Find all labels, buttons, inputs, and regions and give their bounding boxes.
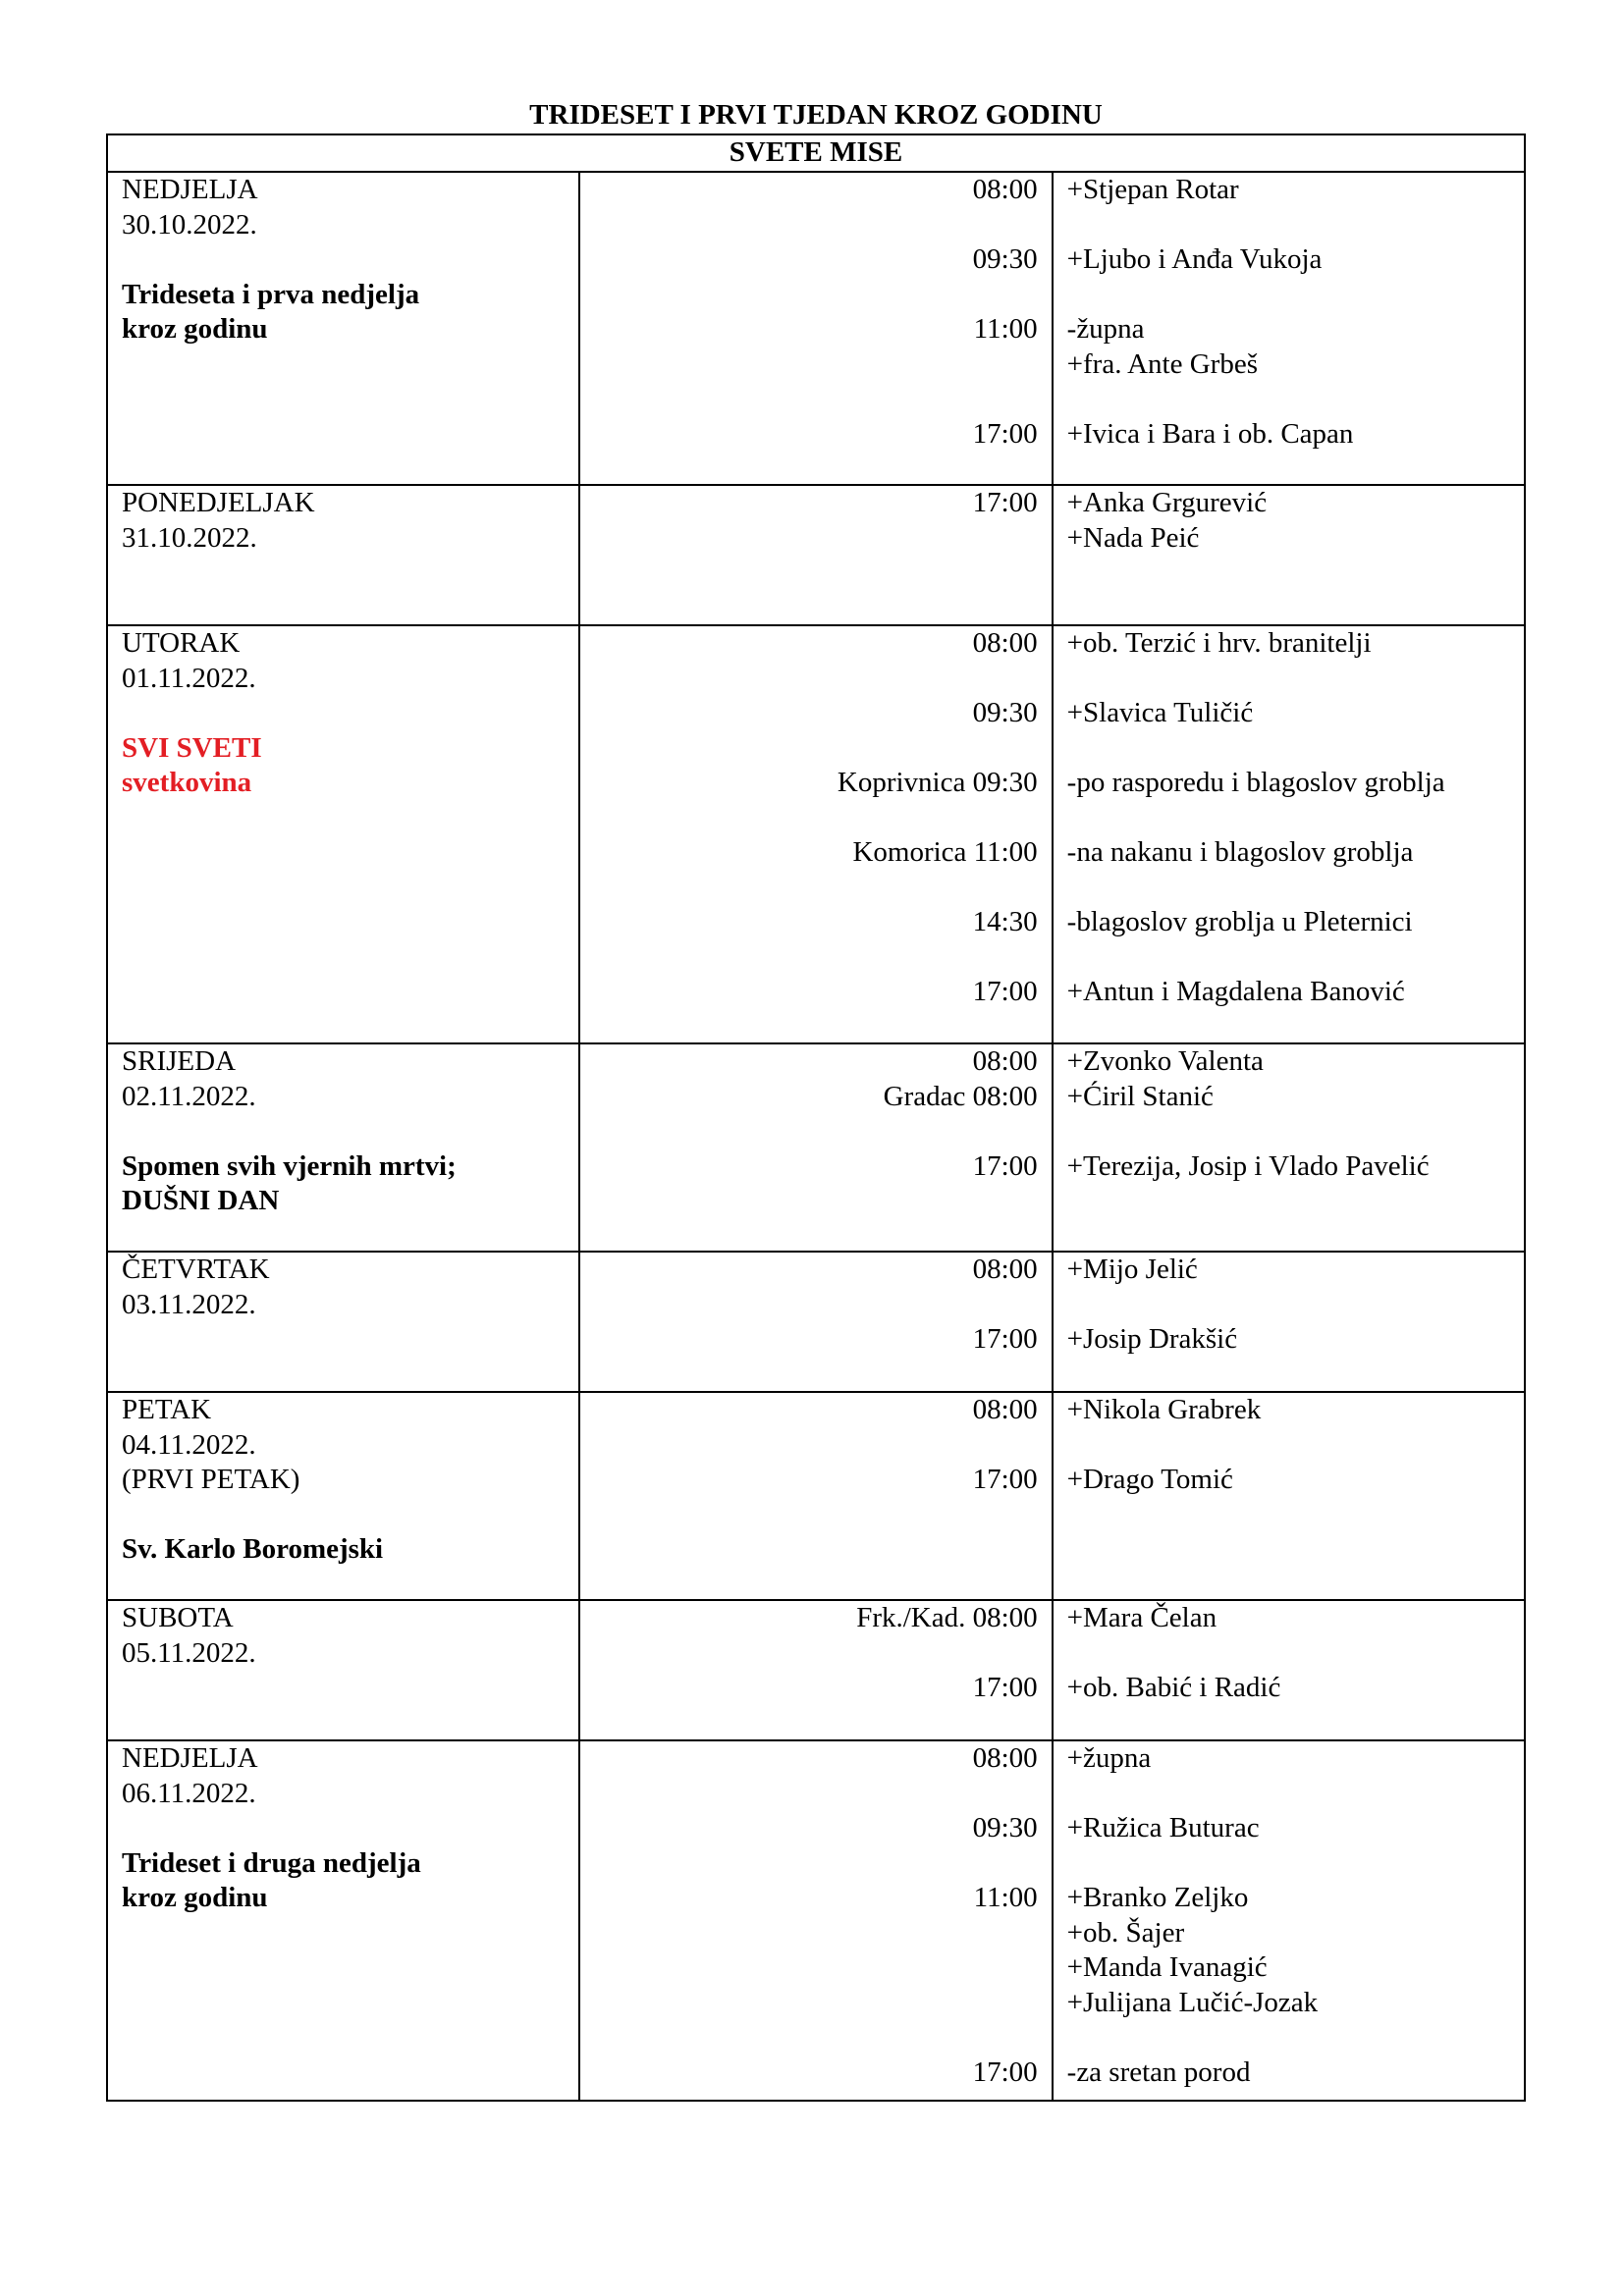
mass-time (594, 347, 1037, 383)
mass-schedule-table (106, 133, 1526, 2102)
mass-time (594, 731, 1037, 767)
mass-time: 11:00 (973, 1882, 1038, 1913)
mass-time: 17:00 (972, 2056, 1038, 2088)
feast-note: svetkovina (122, 767, 252, 798)
day-date: 05.11.2022. (122, 1636, 256, 1669)
mass-intention: +Nada Peić (1066, 521, 1200, 554)
mass-intention: +ob. Šajer (1066, 1916, 1185, 1949)
mass-time (594, 801, 1037, 836)
time-cell (579, 625, 1052, 1043)
mass-time (594, 871, 1037, 906)
mass-time (594, 1777, 1037, 1812)
mass-time: 09:30 (972, 697, 1038, 728)
spacer (122, 1498, 565, 1533)
intention-cell (1053, 625, 1525, 1043)
mass-intention: -po rasporedu i blagoslov groblja (1066, 767, 1445, 798)
mass-time (594, 278, 1037, 313)
day-name: PETAK (122, 1394, 212, 1425)
mass-intention: +Terezija, Josip i Vlado Pavelić (1066, 1149, 1430, 1182)
mass-time (594, 1428, 1037, 1464)
mass-time: Frk./Kad. 08:00 (856, 1602, 1038, 1633)
day-row (107, 1600, 1525, 1740)
mass-intention (1067, 382, 1510, 417)
mass-time (594, 1636, 1037, 1672)
mass-intention: +Mijo Jelić (1066, 1254, 1198, 1285)
mass-intention: +Slavica Tuličić (1066, 697, 1254, 728)
mass-intention (1067, 1636, 1510, 1672)
mass-intention (1067, 2020, 1510, 2056)
mass-intention: +Nikola Grabrek (1066, 1394, 1262, 1425)
page-title: TRIDESET I PRVI TJEDAN KROZ GODINU (529, 99, 1103, 131)
day-cell (107, 1252, 579, 1392)
mass-intention: +ob. Terzić i hrv. branitelji (1066, 627, 1372, 659)
mass-intention: -župna (1066, 313, 1145, 345)
time-cell (579, 172, 1052, 485)
mass-time: 17:00 (972, 487, 1038, 518)
mass-intention: +Stjepan Rotar (1066, 174, 1239, 205)
time-cell (579, 1392, 1052, 1600)
day-cell (107, 1600, 579, 1740)
mass-time: 11:00 (973, 313, 1038, 345)
day-row (107, 1252, 1525, 1392)
time-cell (579, 1600, 1052, 1740)
table-header-row (107, 134, 1525, 172)
mass-time: Gradac 08:00 (883, 1080, 1038, 1112)
mass-intention (1067, 940, 1510, 976)
intention-cell (1053, 1600, 1525, 1740)
day-date: 03.11.2022. (122, 1288, 256, 1320)
day-name: NEDJELJA (122, 174, 258, 205)
mass-time: 09:30 (972, 1812, 1038, 1843)
mass-intention: +Anka Grgurević (1066, 487, 1268, 518)
mass-time: 17:00 (972, 417, 1038, 450)
day-cell (107, 1740, 579, 2101)
spacer (122, 242, 565, 278)
feast-note: kroz godinu (122, 1882, 268, 1913)
mass-intention (1067, 662, 1510, 697)
spacer (122, 1811, 565, 1846)
mass-time: 08:00 (972, 1394, 1038, 1425)
day-name: UTORAK (122, 627, 241, 659)
mass-intention: -na nakanu i blagoslov groblja (1066, 836, 1414, 868)
mass-intention (1067, 1846, 1510, 1882)
time-cell (579, 485, 1052, 625)
mass-time (594, 208, 1037, 243)
intention-cell (1053, 485, 1525, 625)
mass-time (594, 1114, 1037, 1149)
intention-cell (1053, 172, 1525, 485)
feast-note: kroz godinu (122, 313, 268, 345)
feast-note: SVI SVETI (122, 731, 262, 764)
feast-note: Trideseta i prva nedjelja (122, 278, 420, 310)
day-row (107, 1740, 1525, 2101)
mass-intention: +Julijana Lučić-Jozak (1066, 1986, 1319, 2018)
intention-cell (1053, 1043, 1525, 1252)
mass-time (594, 662, 1037, 697)
mass-time: 17:00 (972, 1464, 1038, 1495)
intention-cell (1053, 1252, 1525, 1392)
mass-time: 08:00 (972, 1742, 1038, 1774)
day-date: 02.11.2022. (122, 1080, 256, 1112)
day-date: 06.11.2022. (122, 1777, 256, 1809)
day-row (107, 1043, 1525, 1252)
day-name: PONEDJELJAK (122, 487, 315, 518)
mass-intention: +Mara Čelan (1066, 1602, 1217, 1633)
mass-intention (1067, 278, 1510, 313)
day-cell (107, 172, 579, 485)
mass-intention: +Ćiril Stanić (1066, 1080, 1214, 1112)
mass-intention (1067, 731, 1510, 767)
mass-time: 17:00 (972, 1672, 1038, 1703)
mass-time: 08:00 (972, 1045, 1038, 1077)
mass-intention (1067, 1777, 1510, 1812)
day-cell (107, 1392, 579, 1600)
feast-note: Trideset i druga nedjelja (122, 1846, 421, 1879)
day-cell (107, 625, 579, 1043)
mass-intention: +Ljubo i Anđa Vukoja (1066, 243, 1323, 275)
mass-intention: +Manda Ivanagić (1066, 1951, 1268, 1983)
mass-time: 14:30 (972, 906, 1038, 937)
mass-intention: +Zvonko Valenta (1066, 1045, 1264, 1077)
day-row (107, 625, 1525, 1043)
mass-time: 08:00 (972, 174, 1038, 205)
mass-time (594, 1916, 1037, 1951)
mass-intention: -za sretan porod (1066, 2056, 1251, 2088)
day-row (107, 1392, 1525, 1600)
day-date: 31.10.2022. (122, 521, 257, 554)
mass-time (594, 940, 1037, 976)
mass-time (594, 1950, 1037, 1986)
time-cell (579, 1043, 1052, 1252)
mass-intention: +Branko Zeljko (1066, 1882, 1249, 1913)
feast-note: Spomen svih vjernih mrtvi; (122, 1149, 457, 1182)
mass-time (594, 1986, 1037, 2021)
day-date: 30.10.2022. (122, 208, 257, 240)
day-row (107, 172, 1525, 485)
mass-intention: +fra. Ante Grbeš (1066, 347, 1258, 380)
mass-time: 17:00 (972, 1323, 1038, 1355)
feast-note: Sv. Karlo Boromejski (122, 1533, 384, 1565)
mass-time: 09:30 (972, 243, 1038, 275)
mass-time: 08:00 (972, 1254, 1038, 1285)
time-cell (579, 1252, 1052, 1392)
mass-time (594, 1288, 1037, 1323)
spacer (122, 696, 565, 731)
mass-time: Komorica 11:00 (852, 836, 1038, 868)
day-name: SRIJEDA (122, 1045, 237, 1077)
intention-cell (1053, 1740, 1525, 2101)
day-name: SUBOTA (122, 1602, 234, 1633)
mass-time (594, 2020, 1037, 2056)
day-cell (107, 1043, 579, 1252)
day-cell (107, 485, 579, 625)
mass-time: 17:00 (972, 976, 1038, 1007)
table-subtitle: SVETE MISE (107, 134, 1525, 172)
mass-time: Koprivnica 09:30 (837, 767, 1038, 798)
mass-time (594, 1846, 1037, 1882)
mass-intention (1067, 1114, 1510, 1149)
mass-time: 17:00 (972, 1149, 1038, 1182)
mass-intention (1067, 871, 1510, 906)
mass-intention (1067, 1288, 1510, 1323)
day-extra: (PRVI PETAK) (122, 1464, 300, 1495)
mass-intention: +Drago Tomić (1066, 1464, 1233, 1495)
day-row (107, 485, 1525, 625)
mass-intention: +Ivica i Bara i ob. Capan (1066, 417, 1354, 450)
day-name: NEDJELJA (122, 1742, 258, 1774)
mass-intention: +ob. Babić i Radić (1066, 1672, 1281, 1703)
mass-intention (1067, 801, 1510, 836)
day-name: ČETVRTAK (122, 1254, 270, 1285)
mass-intention: +župna (1066, 1742, 1152, 1774)
day-date: 01.11.2022. (122, 662, 256, 694)
feast-note: DUŠNI DAN (122, 1185, 280, 1216)
mass-intention: +Ružica Buturac (1066, 1812, 1260, 1843)
time-cell (579, 1740, 1052, 2101)
mass-intention: -blagoslov groblja u Pleternici (1066, 906, 1413, 937)
intention-cell (1053, 1392, 1525, 1600)
mass-intention (1067, 208, 1510, 243)
day-date: 04.11.2022. (122, 1428, 256, 1461)
mass-time (594, 382, 1037, 417)
mass-time: 08:00 (972, 627, 1038, 659)
mass-intention: +Josip Drakšić (1066, 1323, 1238, 1355)
mass-intention: +Antun i Magdalena Banović (1066, 976, 1405, 1007)
mass-intention (1067, 1428, 1510, 1464)
spacer (122, 1114, 565, 1149)
